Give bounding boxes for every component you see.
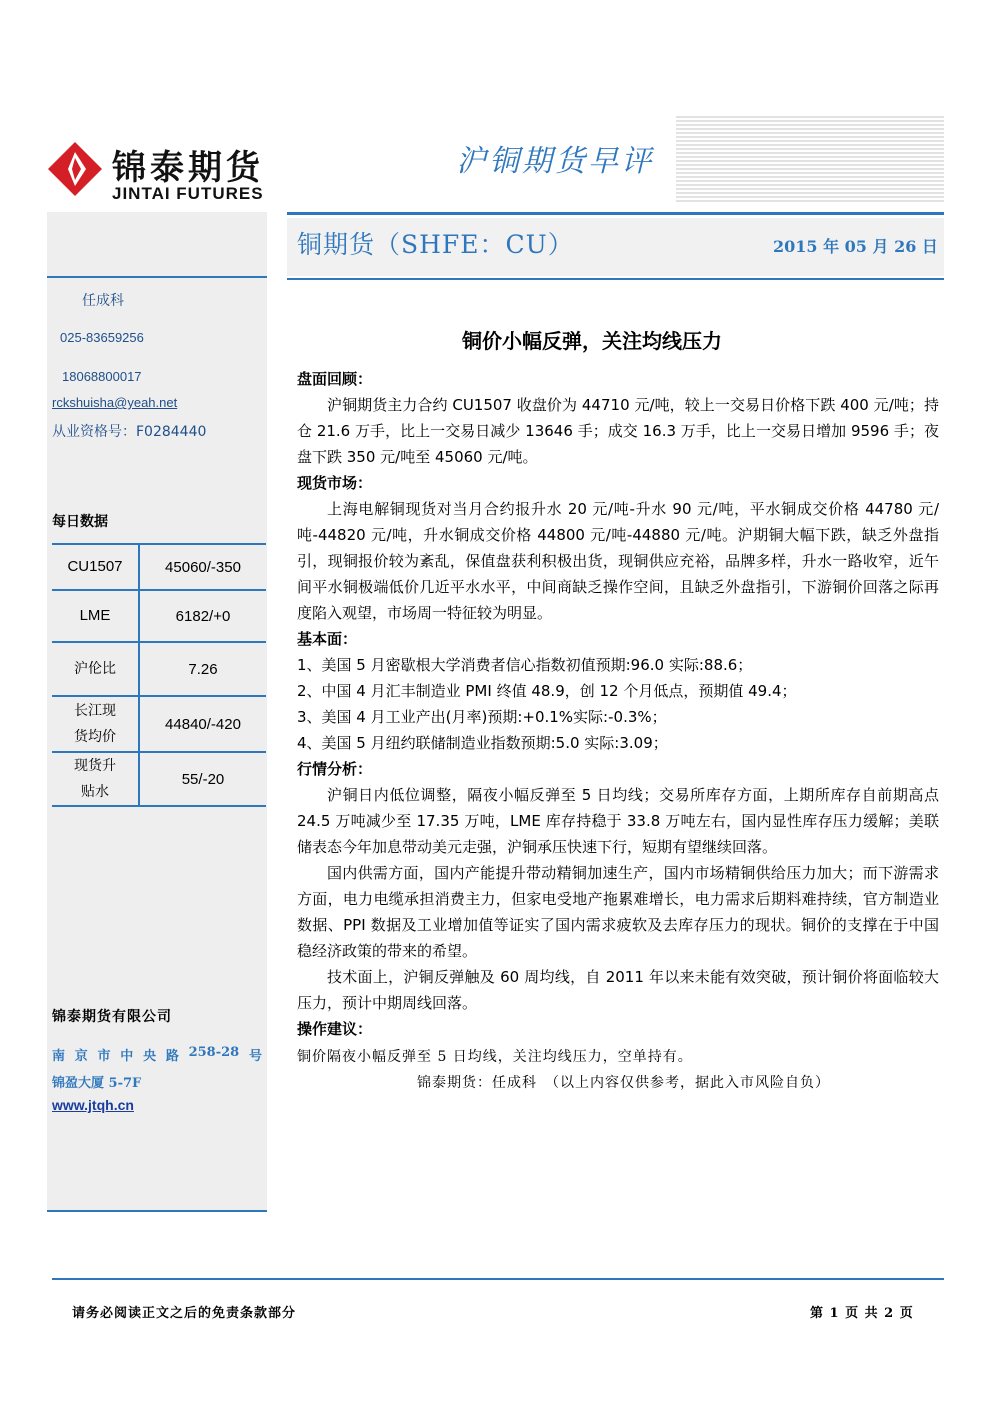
fundamentals-item: 4、美国 5 月纽约联储制造业指数预期:5.0 实际:3.09；: [297, 734, 668, 752]
address-part: 南: [52, 1049, 66, 1064]
analysis-paragraph: 国内供需方面，国内产能提升带动精铜加速生产，国内市场精铜供给压力加大；而下游需求方面，电力电缆承担消费主力，但家电受地产拖累难增长，电力需求后期料难持续，官方制造业数据、PPI 数据及工业增加值等证实了国内需求疲软及去库存压力的现状。铜价的支撑在于中国稳经济政策的带来的希望。: [297, 864, 939, 960]
brand-name-en: JINTAI FUTURES: [112, 184, 264, 203]
analysis-paragraph: 沪铜日内低位调整，隔夜小幅反弹至 5 日均线；交易所库存方面，上期所库存自前期高点 24.5 万吨减少至 17.35 万吨，LME 库存持稳于 33.8 万吨左右，国内显性库存压力缓解；美联储表态今年加息带动美元走强，沪铜承压快速下行，短期有望继续回落。: [297, 786, 939, 856]
address-part: 258-28: [188, 1045, 240, 1060]
daily-data-value: 55/-20: [138, 753, 266, 805]
daily-data-row: [52, 643, 266, 697]
address-part: 路: [165, 1049, 179, 1064]
market-review-heading: 盘面回顾：: [297, 370, 373, 388]
analyst-phone-mobile: 18068800017: [62, 369, 142, 384]
fundamentals-item: 3、美国 4 月工业产出(月率)预期:+0.1%实际:-0.3%；: [297, 708, 667, 726]
footer-divider: [52, 1278, 944, 1280]
analyst-email-link[interactable]: rckshuisha@yeah.net: [52, 395, 178, 410]
page-number: 第 1 页 共 2 页: [810, 1306, 914, 1321]
daily-data-label: [52, 698, 138, 750]
daily-data-label: 沪伦比: [74, 661, 116, 677]
address-part: 京: [74, 1049, 88, 1064]
section-title: 铜期货（SHFE：CU）: [297, 230, 574, 259]
daily-data-label-line: 长江现: [74, 703, 116, 719]
advice-text: 铜价隔夜小幅反弹至 5 日均线，关注均线压力，空单持有。: [297, 1049, 693, 1065]
analyst-name: 任成科: [82, 293, 124, 309]
address-part: 央: [143, 1049, 157, 1064]
sidebar-divider-top: [47, 276, 267, 278]
section-divider: [287, 278, 944, 280]
daily-data-value: 44840/-420: [138, 697, 266, 751]
daily-data-label-line: 货均价: [74, 729, 116, 745]
analysis-heading: 行情分析：: [297, 760, 373, 778]
signature-disclaimer: 锦泰期货：任成科 （以上内容仅供参考，据此入市风险自负）: [417, 1075, 830, 1091]
daily-data-row: [52, 753, 266, 807]
daily-data-value: 7.26: [138, 643, 266, 695]
daily-data-title: 每日数据: [52, 514, 108, 530]
company-address-line1: [52, 1045, 262, 1064]
address-part: 号: [248, 1049, 262, 1064]
fundamentals-heading: 基本面：: [297, 630, 358, 648]
jintai-logo-icon: [46, 140, 104, 198]
report-date: 2015 年 05 月 26 日: [773, 237, 938, 256]
daily-data-table: [52, 543, 266, 807]
daily-data-label: CU1507: [67, 558, 123, 575]
main-content: [297, 366, 939, 1096]
header-divider: [287, 212, 944, 215]
company-website-link[interactable]: www.jtqh.cn: [52, 1097, 134, 1113]
daily-data-row: [52, 591, 266, 643]
fundamentals-item: 2、中国 4 月汇丰制造业 PMI 终值 48.9，创 12 个月低点，预期值 49.4；: [297, 682, 797, 700]
address-part: 市: [97, 1049, 111, 1064]
daily-data-row: [52, 697, 266, 753]
analyst-phone-office: 025-83659256: [60, 330, 144, 345]
address-part: 中: [120, 1049, 134, 1064]
daily-data-label: LME: [79, 607, 111, 624]
analyst-license: 从业资格号：F0284440: [52, 424, 207, 440]
spot-market-text: 上海电解铜现货对当月合约报升水 20 元/吨-升水 90 元/吨，平水铜成交价格 44780 元/吨-44820 元/吨，升水铜成交价格 44800 元/吨-44880 元/吨。沪期铜大幅下跌，缺乏外盘指引，现铜报价较为紊乱，保值盘获利积极出货，现铜供应充裕，品牌多样，升水一路收窄，近午间平水铜极端低价几近平水水平，中间商缺乏操作空间，且缺乏外盘指引，下游铜价回落之际再度陷入观望，市场周一特征较为明显。: [297, 500, 939, 622]
advice-heading: 操作建议：: [297, 1020, 373, 1038]
daily-data-label: [52, 753, 138, 805]
main-headline: 铜价小幅反弹，关注均线压力: [462, 329, 722, 353]
spot-market-heading: 现货市场：: [297, 474, 373, 492]
company-name: 锦泰期货有限公司: [52, 1009, 172, 1025]
footer-disclaimer: 请务必阅读正文之后的免责条款部分: [72, 1306, 297, 1321]
fundamentals-item: 1、美国 5 月密歇根大学消费者信心指数初值预期:96.0 实际:88.6；: [297, 656, 753, 674]
market-review-text: 沪铜期货主力合约 CU1507 收盘价为 44710 元/吨，较上一交易日价格下跌 400 元/吨；持仓 21.6 万手，比上一交易日减少 13646 手；成交 16.3 万手，比上一交易日增加 9596 手；夜盘下跌 350 元/吨至 45060 元/吨。: [297, 396, 939, 466]
sidebar-divider-bottom: [47, 1210, 267, 1212]
daily-data-value: 45060/-350: [138, 545, 266, 589]
brand-name-cn: 锦泰期货: [112, 148, 264, 188]
analysis-paragraph: 技术面上，沪铜反弹触及 60 周均线，自 2011 年以来未能有效突破，预计铜价将面临较大压力，预计中期周线回落。: [297, 968, 939, 1012]
header-stripe-decoration: [676, 116, 944, 204]
daily-data-label-line: 现货升: [74, 758, 116, 774]
report-title: 沪铜期货早评: [456, 144, 654, 179]
daily-data-value: 6182/+0: [138, 591, 266, 641]
daily-data-row: [52, 543, 266, 591]
daily-data-label-line: 贴水: [81, 784, 109, 800]
company-address-line2: 锦盈大厦 5-7F: [52, 1076, 142, 1091]
